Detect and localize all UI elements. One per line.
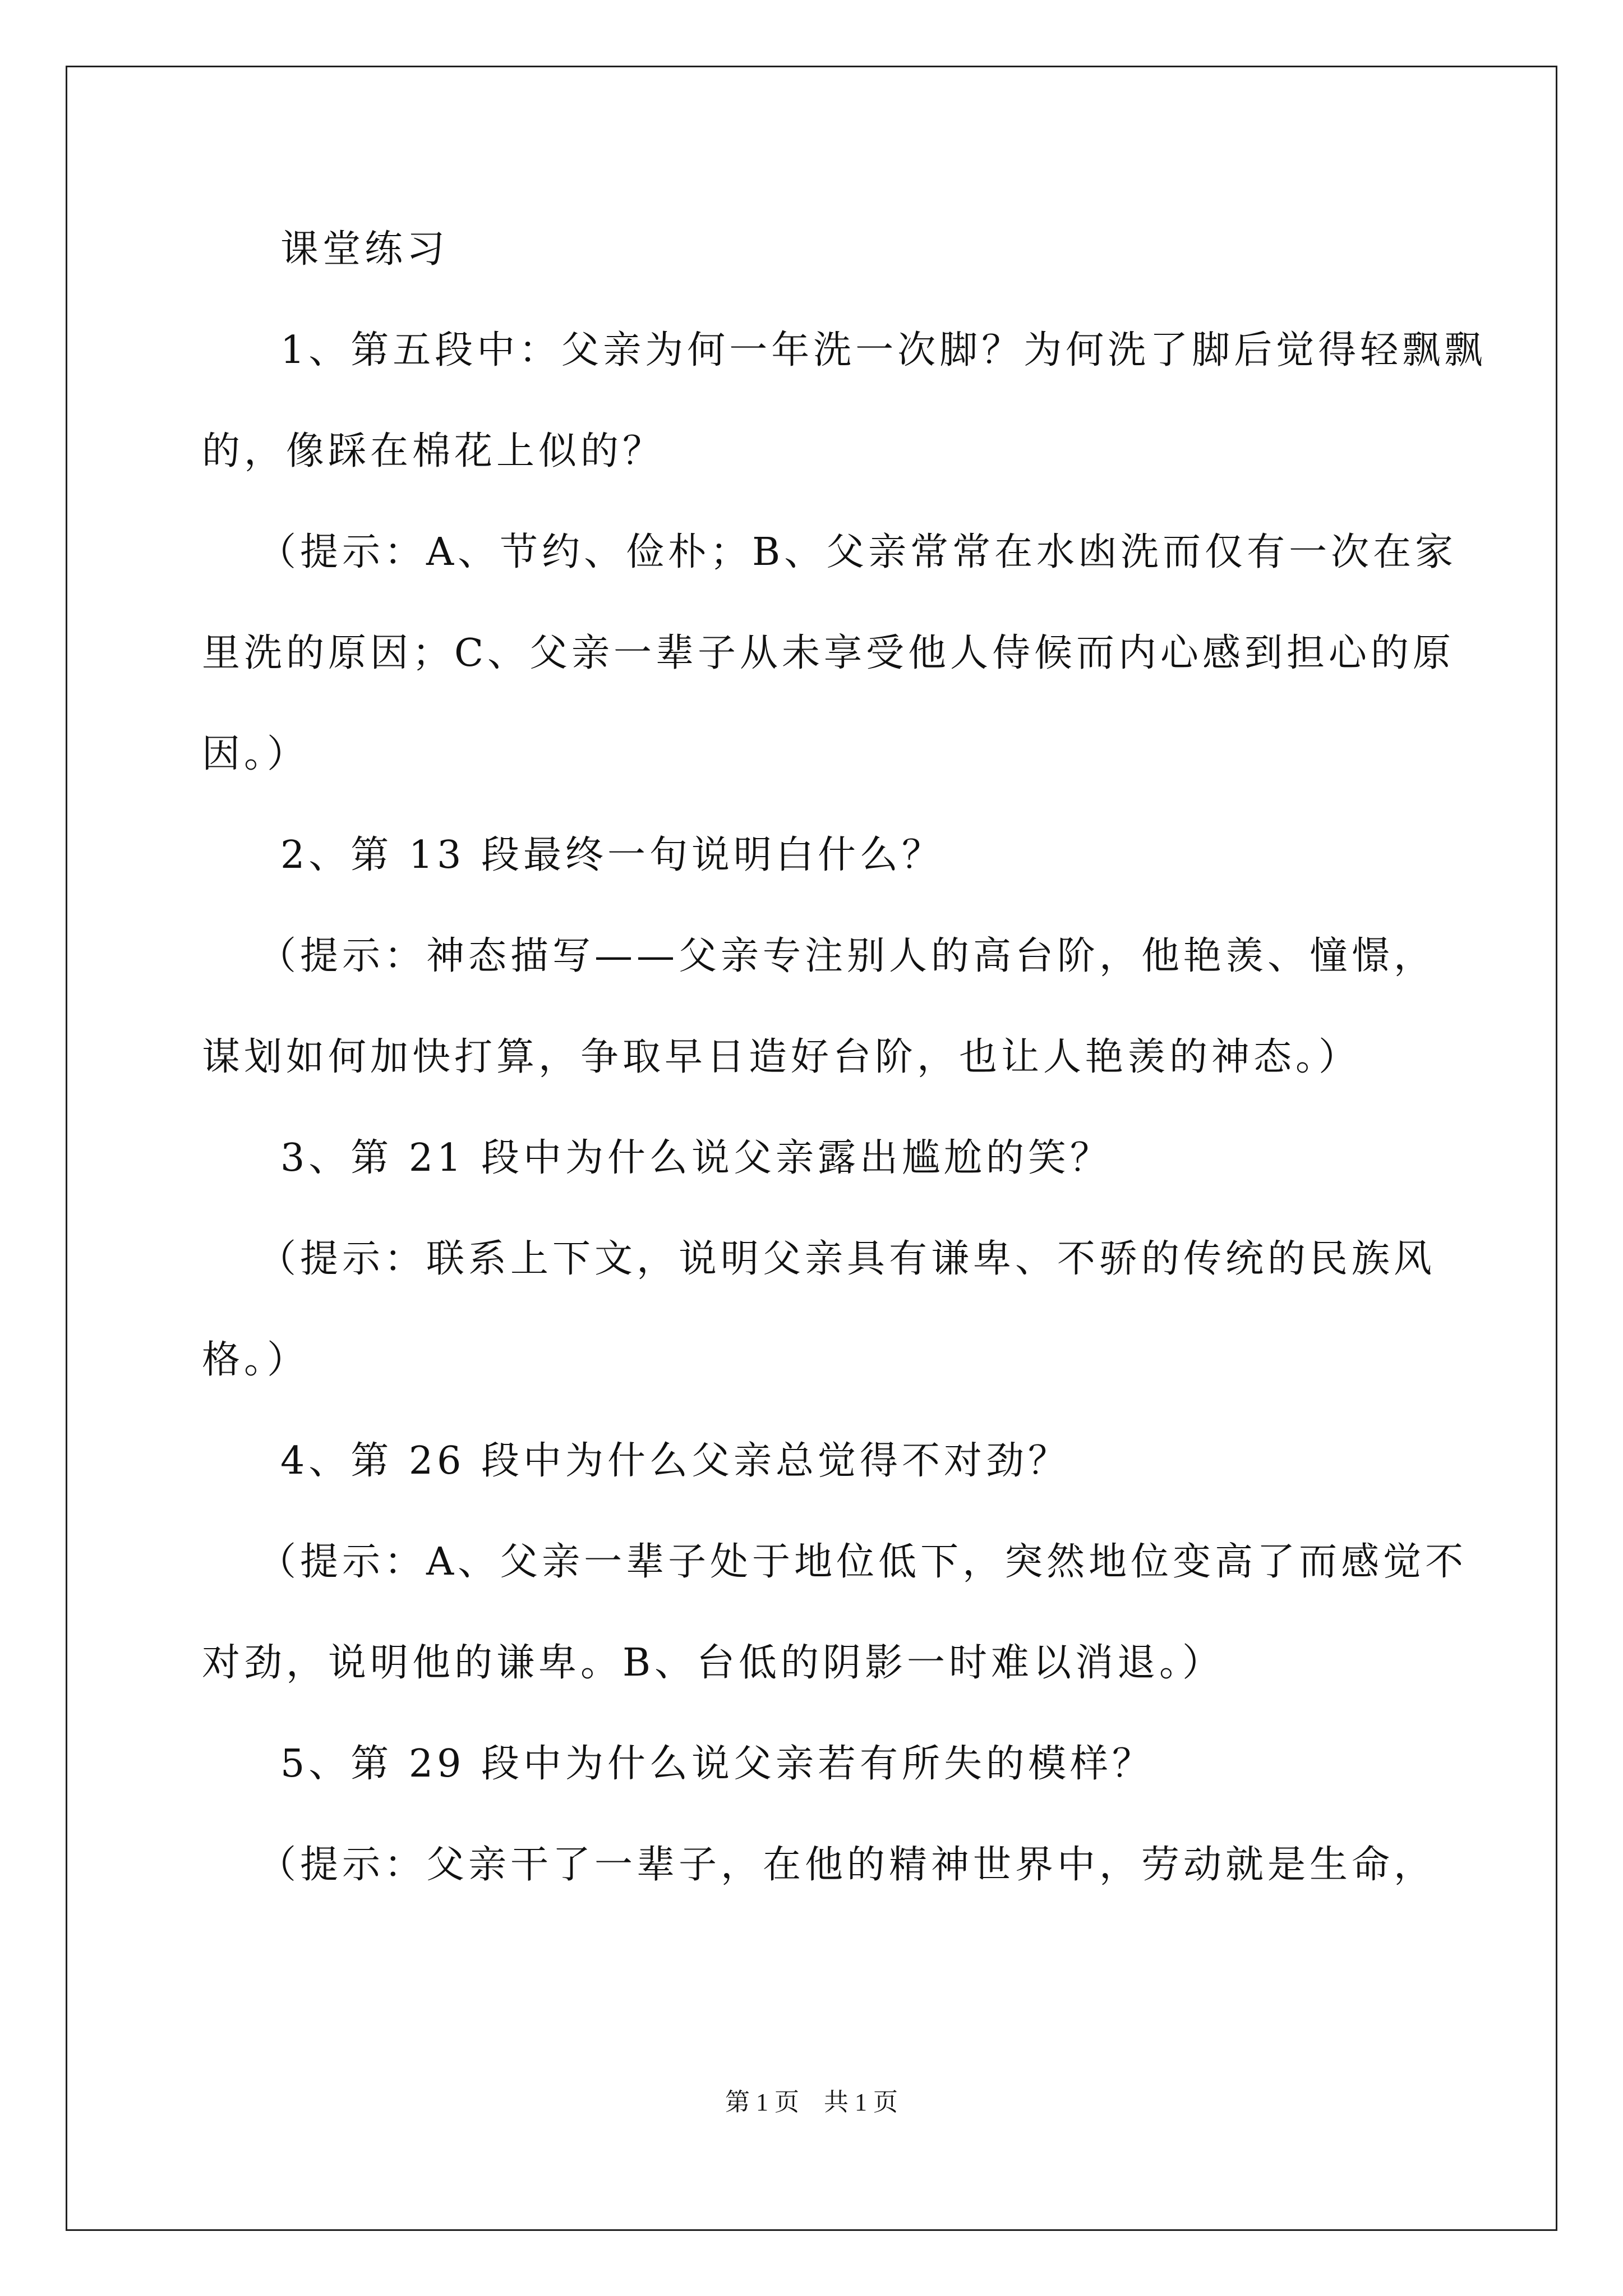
hint-3-line-1: （提示：联系上下文，说明父亲具有谦卑、不骄的传统的民族风 — [258, 1237, 1436, 1281]
question-4: 4、第 26 段中为什么父亲总觉得不对劲？ — [280, 1439, 1071, 1483]
hint-4-line-2: 对劲，说明他的谦卑。B、台低的阴影一时难以消退。） — [202, 1641, 1224, 1685]
question-2: 2、第 13 段最终一句说明白什么？ — [280, 833, 944, 877]
question-5: 5、第 29 段中为什么说父亲若有所失的模样？ — [280, 1742, 1155, 1786]
section-heading: 课堂练习 — [280, 227, 449, 272]
hint-2-line-2: 谋划如何加快打算，争取早日造好台阶，也让人艳羡的神态。） — [202, 1035, 1361, 1079]
hint-5-line-1: （提示：父亲干了一辈子，在他的精神世界中，劳动就是生命， — [258, 1843, 1436, 1887]
page-number-footer: 第 1 页 共 1 页 — [725, 2088, 898, 2116]
hint-1-line-1: （提示：A、节约、俭朴；B、父亲常常在水凼洗而仅有一次在家 — [258, 530, 1458, 574]
hint-4-line-1: （提示：A、父亲一辈子处于地位低下，突然地位变高了而感觉不 — [258, 1540, 1468, 1584]
hint-1-line-3: 因。） — [202, 732, 310, 776]
hint-3-line-2: 格。） — [202, 1338, 310, 1382]
hint-1-line-2: 里洗的原因；C、父亲一辈子从未享受他人侍候而内心感到担心的原 — [202, 631, 1455, 675]
question-1-line-1: 1、第五段中：父亲为何一年洗一次脚？为何洗了脚后觉得轻飘飘 — [280, 328, 1487, 372]
question-1-line-2: 的，像踩在棉花上似的？ — [202, 429, 665, 473]
hint-2-line-1: （提示：神态描写——父亲专注别人的高台阶，他艳羡、憧憬， — [258, 934, 1436, 978]
question-3: 3、第 21 段中为什么说父亲露出尴尬的笑？ — [280, 1136, 1113, 1180]
